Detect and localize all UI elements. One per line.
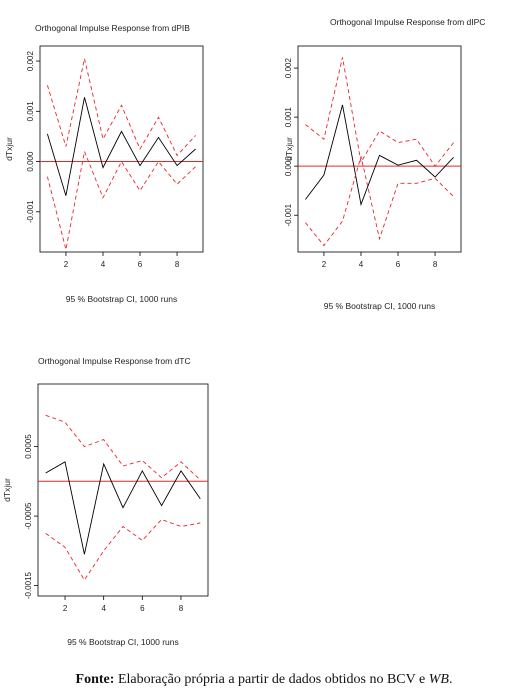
ci-upper-line <box>305 57 453 166</box>
x-tick-label: 2 <box>321 260 327 269</box>
source-footnote <box>0 672 528 688</box>
plot-frame <box>40 46 203 252</box>
x-tick-label: 6 <box>395 260 401 269</box>
ci-lower-line <box>305 156 453 245</box>
plot-frame <box>38 384 208 596</box>
ci-upper-line <box>46 415 201 480</box>
chart-title: Orthogonal Impulse Response from dPIB <box>35 23 190 33</box>
source-italic: WB <box>428 672 449 687</box>
irf-panel-3 <box>2 356 208 647</box>
x-tick-label: 2 <box>62 604 68 613</box>
x-axis-label: 95 % Bootstrap CI, 1000 runs <box>323 301 436 311</box>
chart-title: Orthogonal Impulse Response from dTC <box>38 356 191 366</box>
x-tick-label: 2 <box>63 260 69 269</box>
irf-panel-1 <box>4 23 203 304</box>
x-tick-label: 6 <box>137 260 143 269</box>
ci-lower-line <box>47 152 195 250</box>
source-text: Elaboração própria a partir de dados obtidos no BCV e <box>114 672 429 687</box>
y-tick-label: 0.000 <box>26 151 35 172</box>
y-tick-label: -0.0015 <box>24 572 33 600</box>
y-tick-label: 0.002 <box>26 51 35 72</box>
irf-line <box>305 105 453 204</box>
x-tick-label: 4 <box>358 260 364 269</box>
x-tick-label: 4 <box>100 260 106 269</box>
y-axis-label: dTxjur <box>4 137 14 161</box>
source-end: . <box>448 672 453 687</box>
y-axis-label: dTxjur <box>2 478 12 502</box>
irf-panel-2 <box>284 17 485 311</box>
y-tick-label: 0.0005 <box>24 434 33 459</box>
chart-title: Orthogonal Impulse Response from dIPC <box>330 17 486 27</box>
source-label: Fonte: <box>75 672 115 687</box>
y-tick-label: -0.001 <box>284 203 293 227</box>
y-tick-label: 0.000 <box>284 156 293 177</box>
irf-line <box>47 97 195 196</box>
y-axis-label: dTxjur <box>284 137 294 161</box>
y-tick-label: -0.001 <box>26 200 35 224</box>
x-tick-label: 8 <box>178 604 184 613</box>
x-tick-label: 8 <box>432 260 438 269</box>
y-tick-label: 0.002 <box>284 58 293 79</box>
x-axis-label: 95 % Bootstrap CI, 1000 runs <box>65 294 178 304</box>
x-tick-label: 6 <box>140 604 145 613</box>
irf-line <box>46 462 201 555</box>
x-axis-label: 95 % Bootstrap CI, 1000 runs <box>67 637 179 647</box>
y-tick-label: 0.001 <box>26 101 35 122</box>
y-tick-label: 0.001 <box>284 107 293 128</box>
ci-upper-line <box>47 59 195 156</box>
ci-lower-line <box>46 520 201 581</box>
x-tick-label: 4 <box>101 604 106 613</box>
plot-frame <box>298 46 461 252</box>
y-tick-label: -0.0005 <box>24 502 33 530</box>
x-tick-label: 8 <box>174 260 180 269</box>
